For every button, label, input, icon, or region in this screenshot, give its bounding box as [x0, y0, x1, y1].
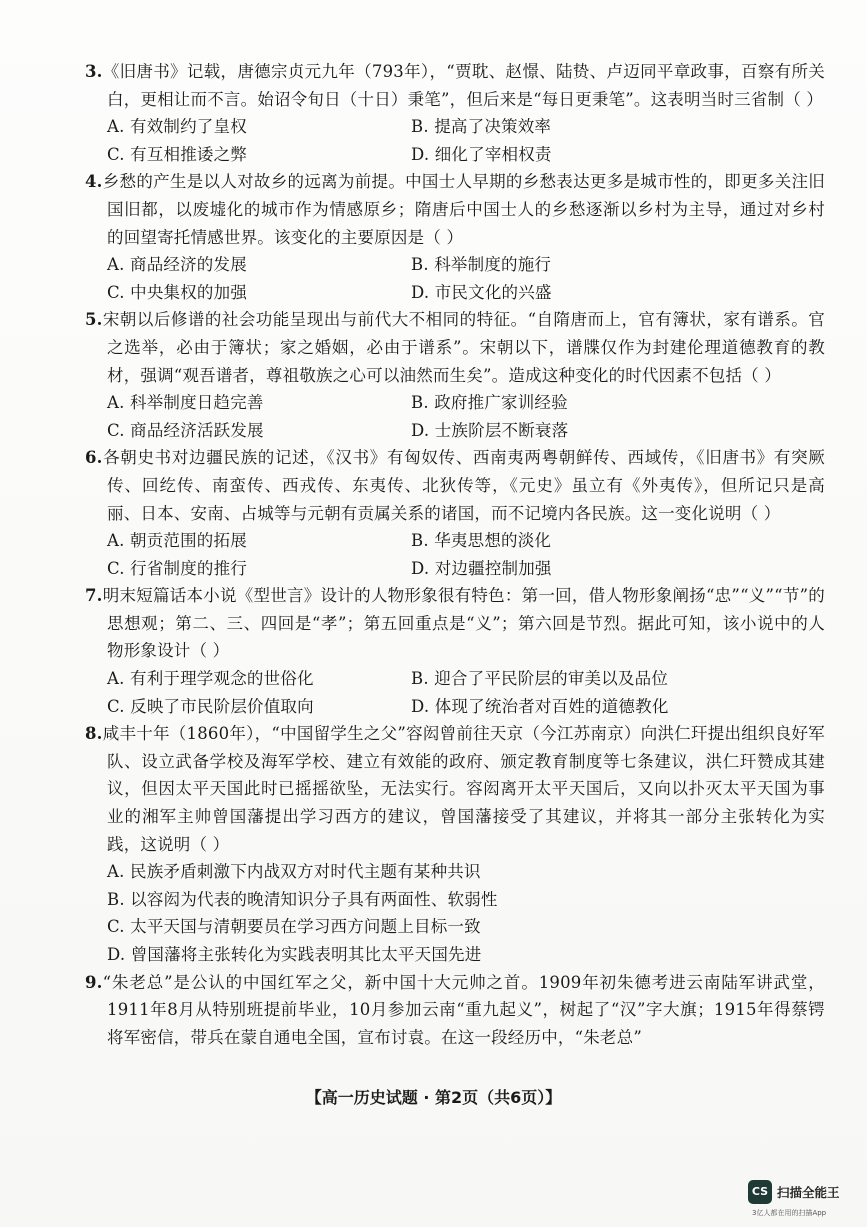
question-number: 4. — [85, 172, 103, 192]
option-d: D. 细化了宰相权责 — [411, 144, 552, 164]
option-d: D. 市民文化的兴盛 — [411, 282, 552, 302]
option-a: A. 朝贡范围的拓展 — [107, 531, 247, 551]
option-c: C. 有互相推诿之弊 — [107, 144, 248, 164]
option-d: D. 对边疆控制加强 — [411, 558, 552, 578]
question-number: 6. — [85, 448, 103, 468]
option-b: B. 以容闳为代表的晚清知识分子具有两面性、软弱性 — [107, 889, 498, 909]
options — [85, 113, 825, 168]
option-b: B. 科举制度的施行 — [411, 255, 552, 275]
options — [85, 527, 825, 582]
option-b: B. 提高了决策效率 — [411, 117, 552, 137]
option-a: A. 科举制度日趋完善 — [107, 393, 264, 413]
question-number: 7. — [85, 586, 103, 606]
watermark-tagline: 3亿人都在用的扫描App — [752, 1209, 827, 1217]
question-4 — [85, 168, 825, 306]
question-stem: 明末短篇话本小说《型世言》设计的人物形象很有特色：第一回，借人物形象阐扬“忠”“义”“节”的思想观；第二、三、四回是“孝”；第五回重点是“义”；第六回是节烈。据此可知，该小说中的人物形象设计（ ） — [102, 586, 825, 661]
scanner-watermark — [748, 1180, 858, 1222]
option-a: A. 民族矛盾刺激下内战双方对时代主题有某种共识 — [107, 862, 481, 882]
option-c: C. 反映了市民阶层价值取向 — [107, 696, 314, 716]
question-9 — [85, 969, 825, 1052]
question-8 — [85, 720, 825, 968]
options — [85, 251, 825, 306]
question-6 — [85, 444, 825, 582]
question-5 — [85, 306, 825, 444]
option-a: A. 有效制约了皇权 — [107, 117, 247, 137]
option-d: D. 士族阶层不断衰落 — [411, 420, 569, 440]
question-3 — [85, 58, 825, 168]
option-c: C. 中央集权的加强 — [107, 282, 248, 302]
question-7 — [85, 582, 825, 720]
option-a: A. 有利于理学观念的世俗化 — [107, 669, 314, 689]
question-number: 8. — [85, 724, 103, 744]
options — [85, 858, 825, 968]
option-c: C. 商品经济活跃发展 — [107, 420, 264, 440]
question-stem: 乡愁的产生是以人对故乡的远离为前提。中国士人早期的乡愁表达更多是城市性的，即更多关注旧国旧都，以废墟化的城市作为情感原乡；隋唐后中国士人的乡愁逐渐以乡村为主导，通过对乡村的回望寄托情感世界。该变化的主要原因是（ ） — [102, 172, 825, 247]
question-stem: 咸丰十年（1860年），“中国留学生之父”容闳曾前往天京（今江苏南京）向洪仁玕提出组织良好军队、设立武备学校及海军学校、建立有效能的政府、颁定教育制度等七条建议，洪仁玕赞成其建议，但因太平天国此时已摇摇欲坠，无法实行。容闳离开太平天国后，又向以扑灭太平天国为事业的湘军主帅曾国藩提出学习西方的建议，曾国藩接受了其建议，并将其一部分主张转化为实践，这说明（ ） — [102, 724, 825, 854]
question-stem: 各朝史书对边疆民族的记述，《汉书》有匈奴传、西南夷两粤朝鲜传、西域传，《旧唐书》有突厥传、回纥传、南蛮传、西戎传、东夷传、北狄传等，《元史》虽立有《外夷传》，但所记只是高丽、日本、安南、占城等与元朝有贡属关系的诸国，而不记境内各民族。这一变化说明（ ） — [102, 448, 825, 523]
question-stem: 宋朝以后修谱的社会功能呈现出与前代大不相同的特征。“自隋唐而上，官有簿状，家有谱系。官之选举，必由于簿状；家之婚姻，必由于谱系”。宋朝以下，谱牒仅作为封建伦理道德教育的教材，强调“观吾谱者，尊祖敬族之心可以油然而生矣”。造成这种变化的时代因素不包括（ ） — [102, 310, 825, 385]
option-b: B. 华夷思想的淡化 — [411, 531, 552, 551]
camscanner-logo-icon: CS — [748, 1180, 772, 1204]
question-number: 3. — [85, 62, 103, 81]
question-number: 5. — [85, 310, 103, 330]
option-c: C. 太平天国与清朝要员在学习西方问题上目标一致 — [107, 917, 481, 937]
options — [85, 389, 825, 444]
page-footer: 【高一历史试题 · 第2页（共6页）】 — [305, 1088, 562, 1107]
option-b: B. 政府推广家训经验 — [411, 393, 568, 413]
option-a: A. 商品经济的发展 — [107, 255, 247, 275]
question-stem: “朱老总”是公认的中国红军之父，新中国十大元帅之首。1909年初朱德考进云南陆军讲武堂，1911年8月从特别班提前毕业，10月参加云南“重九起义”，树起了“汉”字大旗；1915年得蔡锷将军密信，带兵在蒙自通电全国，宣布讨袁。在这一段经历中，“朱老总” — [102, 972, 825, 1047]
question-stem: 《旧唐书》记载，唐德宗贞元九年（793年），“贾耽、赵憬、陆贽、卢迈同平章政事，百察有所关白，更相让而不言。始诏令旬日（十日）秉笔”，但后来是“每日更秉笔”。这表明当时三省制（ ） — [102, 62, 825, 109]
options — [85, 665, 825, 720]
option-c: C. 行省制度的推行 — [107, 558, 248, 578]
option-d: D. 曾国藩将主张转化为实践表明其比太平天国先进 — [107, 945, 482, 964]
question-list — [85, 58, 825, 1051]
question-number: 9. — [85, 972, 103, 992]
option-b: B. 迎合了平民阶层的审美以及品位 — [411, 669, 669, 689]
option-d: D. 体现了统治者对百姓的道德教化 — [411, 696, 669, 716]
watermark-app-name: 扫描全能王 — [777, 1185, 840, 1200]
